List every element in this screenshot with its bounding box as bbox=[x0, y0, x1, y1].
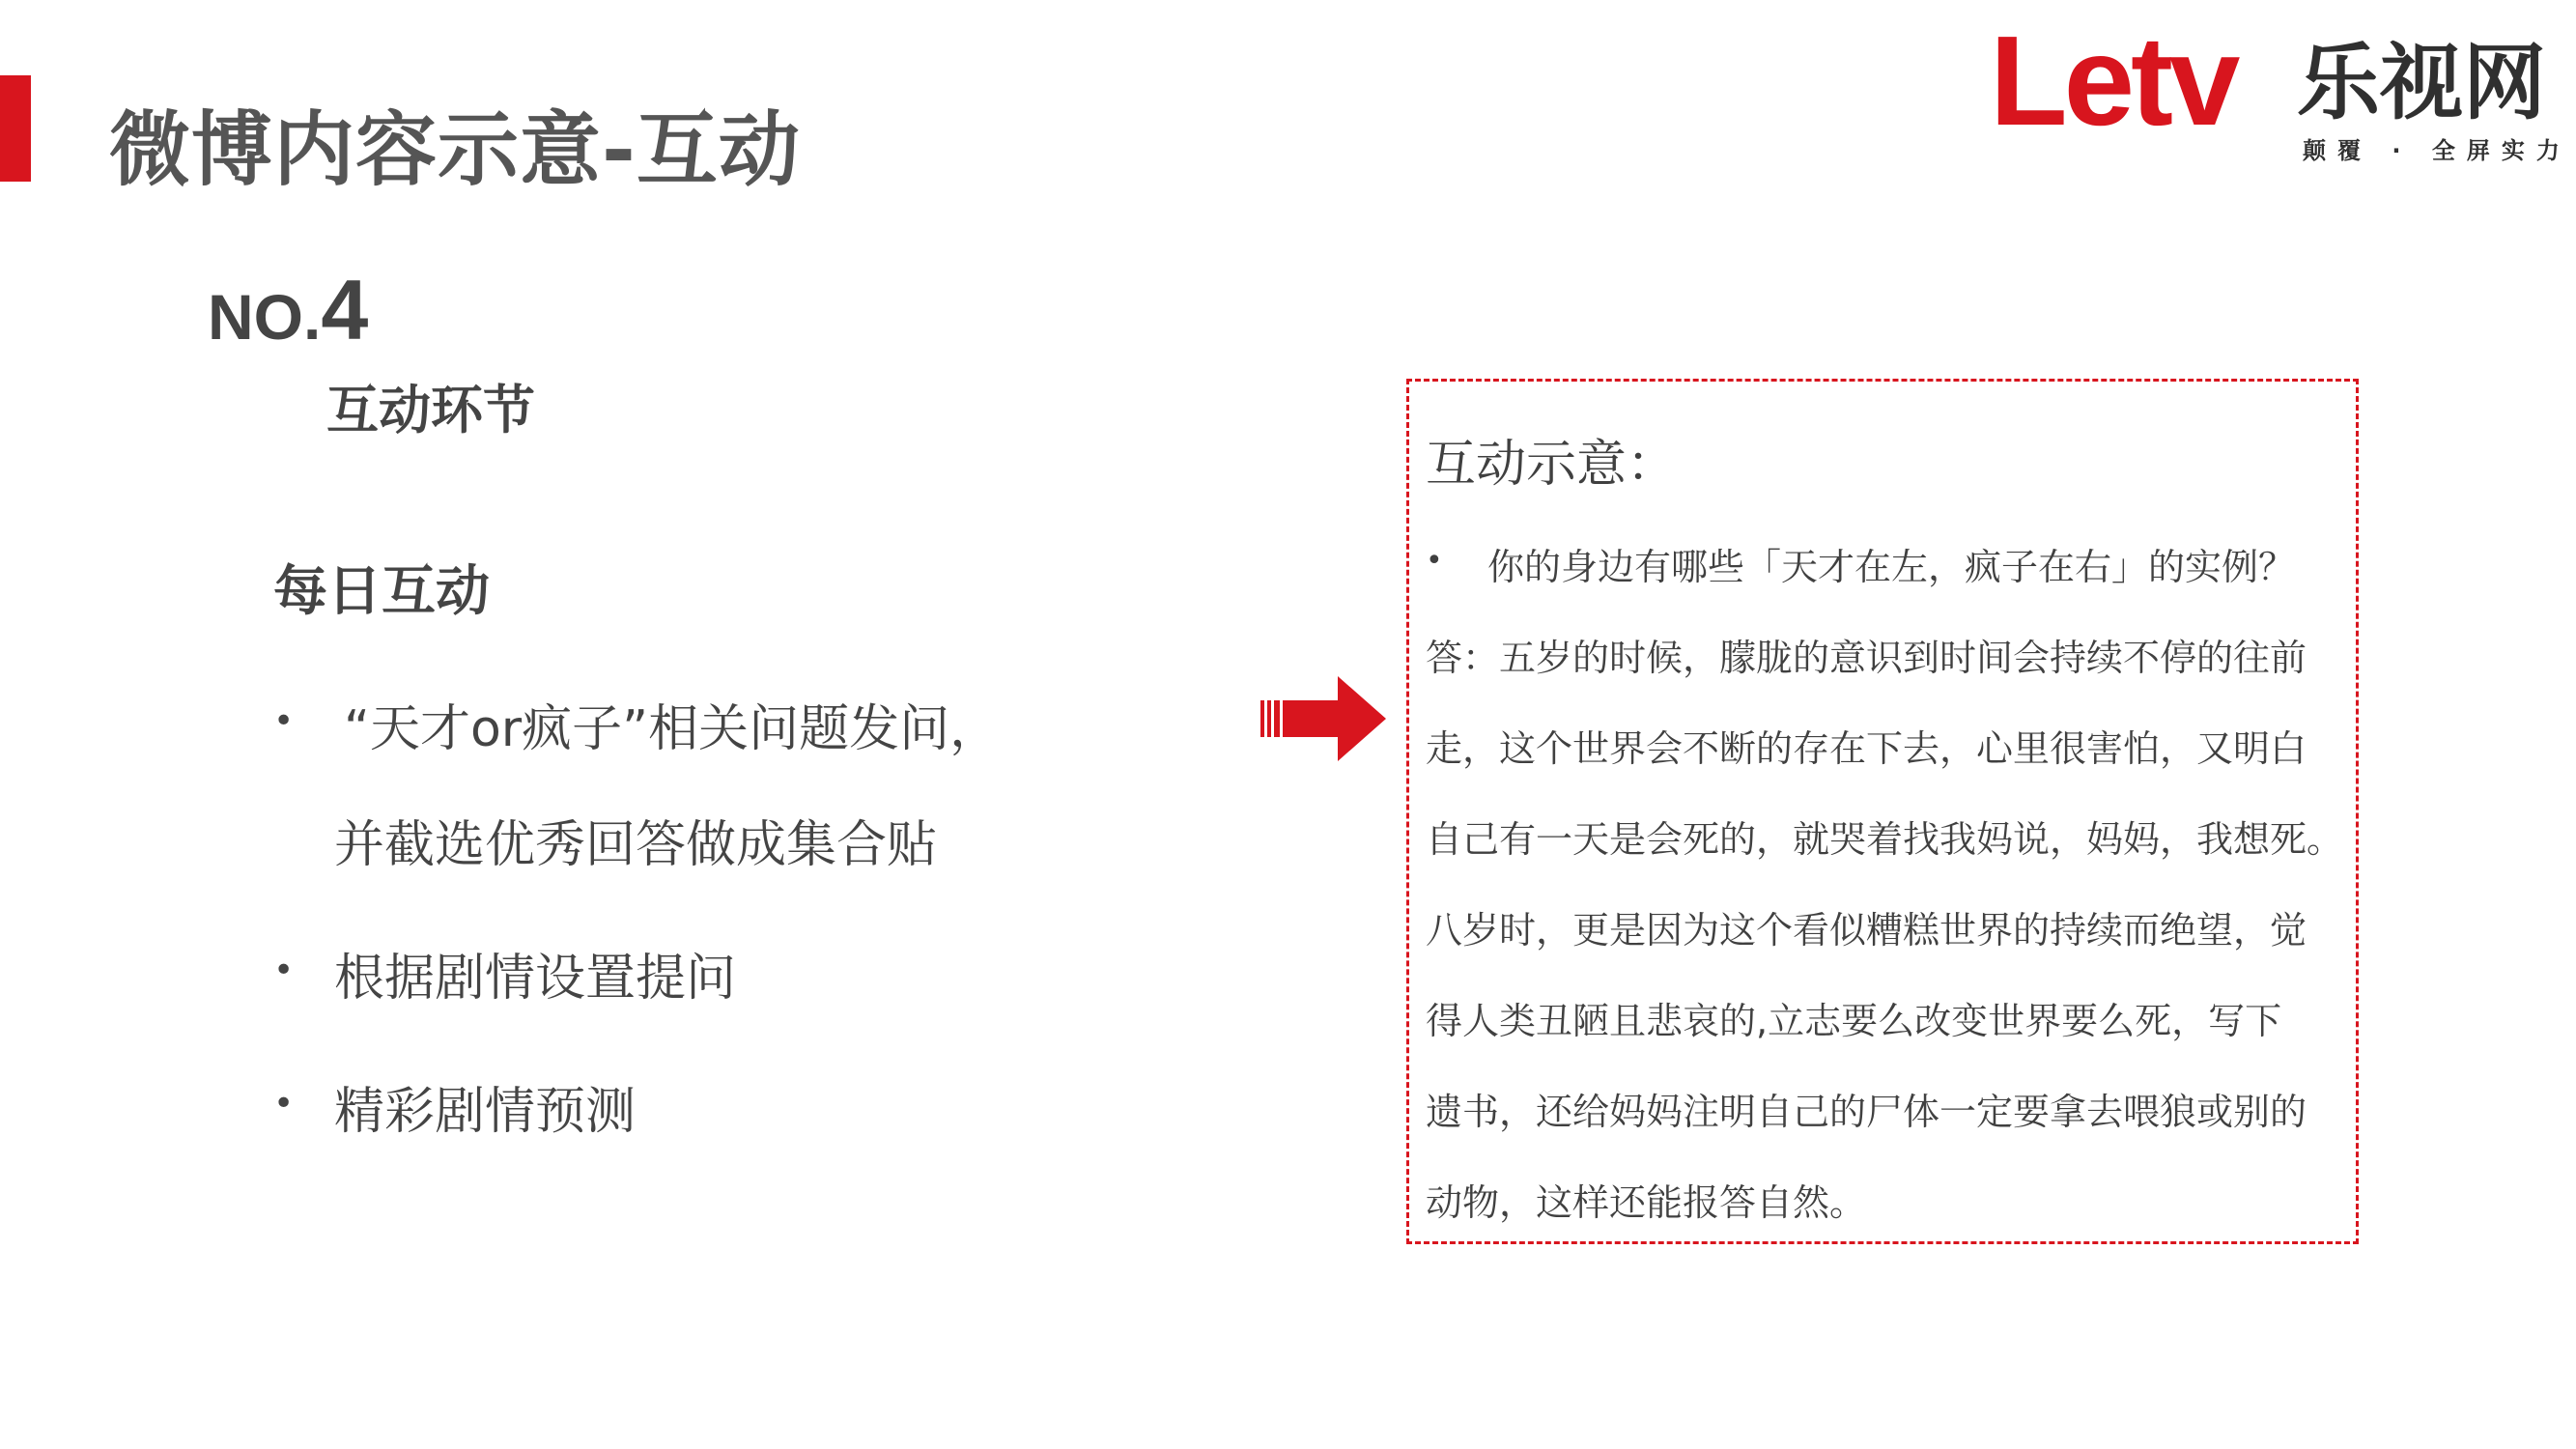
bullet-2: 根据剧情设置提问 bbox=[334, 950, 737, 1008]
letv-logo bbox=[1990, 10, 2571, 164]
bullet-dot: • bbox=[273, 1084, 295, 1123]
bullet-3: 精彩剧情预测 bbox=[334, 1083, 637, 1141]
logo-brand: Letv bbox=[1990, 10, 2237, 152]
callout-title: 互动示意： bbox=[1426, 436, 1678, 494]
arrow-right-icon bbox=[1260, 676, 1386, 761]
callout-answer-line: 自己有一天是会死的，就哭着找我妈说，妈妈，我想死。 bbox=[1426, 818, 2344, 861]
callout-answer-line: 动物，这样还能报答自然。 bbox=[1426, 1181, 1867, 1224]
section-number-prefix: NO. bbox=[208, 281, 322, 353]
bullet-dot: • bbox=[273, 701, 295, 741]
callout-bullet-dot: • bbox=[1426, 544, 1443, 578]
callout-answer-line: 得人类丑陋且悲哀的,立志要么改变世界要么死，写下 bbox=[1426, 1000, 2282, 1042]
title-accent-bar bbox=[0, 75, 31, 182]
section-subtitle: 互动环节 bbox=[326, 380, 535, 440]
section-number-value: 4 bbox=[321, 262, 369, 357]
callout-question: 你的身边有哪些「天才在左，疯子在右」的实例？ bbox=[1487, 546, 2296, 588]
section-number bbox=[208, 261, 368, 359]
bullet-dot: • bbox=[273, 951, 295, 990]
callout-answer-line: 遗书，还给妈妈注明自己的尸体一定要拿去喂狼或别的 bbox=[1426, 1091, 2307, 1133]
callout-answer-line: 走，这个世界会不断的存在下去，心里很害怕，又明白 bbox=[1426, 727, 2307, 770]
page-title: 微博内容示意-互动 bbox=[109, 102, 801, 197]
logo-cn-name: 乐视网 bbox=[2297, 35, 2546, 131]
bullet-1-line-1: “天才or疯子”相关问题发问， bbox=[344, 700, 1001, 758]
left-heading: 每日互动 bbox=[273, 560, 490, 623]
logo-tagline: 颠覆 · 全屏实力 bbox=[2303, 137, 2571, 164]
callout-answer-line: 八岁时，更是因为这个看似糟糕世界的持续而绝望，觉 bbox=[1426, 909, 2307, 952]
callout-answer-line: 答：五岁的时候，朦胧的意识到时间会持续不停的往前 bbox=[1426, 637, 2307, 679]
bullet-1-line-2: 并截选优秀回答做成集合贴 bbox=[334, 816, 938, 874]
